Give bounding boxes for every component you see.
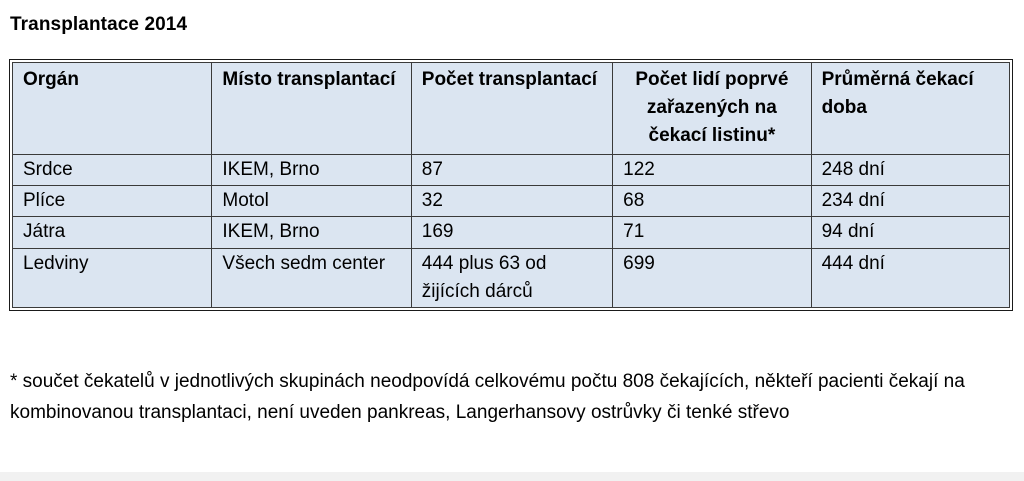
table-row <box>13 155 1010 186</box>
cell-transplant-count: 444 plus 63 od žijících dárců <box>411 248 612 307</box>
cell-average-wait: 248 dní <box>811 155 1009 186</box>
cell-organ: Ledviny <box>13 248 212 307</box>
table-row <box>13 248 1010 307</box>
document-title: Transplantace 2014 <box>10 14 188 35</box>
header-average-wait: Průměrná čekací doba <box>811 63 1009 155</box>
table-row <box>13 186 1010 217</box>
header-location: Místo transplantací <box>212 63 411 155</box>
footnote: * součet čekatelů v jednotlivých skupinách neodpovídá celkovému počtu 808 čekajících, někteří pacienti čekají na kombinovanou transplantaci, není uveden pankreas, Langerhansovy ostrůvky či tenké střevo <box>10 371 965 423</box>
cell-transplant-count: 32 <box>411 186 612 217</box>
cell-organ: Srdce <box>13 155 212 186</box>
cell-waitlist-count: 122 <box>613 155 811 186</box>
header-waitlist-count: Počet lidí poprvé zařazených na čekací listinu* <box>613 63 811 155</box>
cell-waitlist-count: 699 <box>613 248 811 307</box>
cell-location: Motol <box>212 186 411 217</box>
cell-transplant-count: 169 <box>411 217 612 248</box>
table-header-row <box>13 63 1010 155</box>
cell-organ: Plíce <box>13 186 212 217</box>
header-transplant-count: Počet transplantací <box>411 63 612 155</box>
transplant-table <box>12 62 1010 308</box>
header-organ: Orgán <box>13 63 212 155</box>
cell-transplant-count: 87 <box>411 155 612 186</box>
transplant-table-frame <box>9 59 1013 311</box>
cell-organ: Játra <box>13 217 212 248</box>
cell-waitlist-count: 71 <box>613 217 811 248</box>
cell-waitlist-count: 68 <box>613 186 811 217</box>
cell-average-wait: 234 dní <box>811 186 1009 217</box>
cell-average-wait: 444 dní <box>811 248 1009 307</box>
cell-location: IKEM, Brno <box>212 155 411 186</box>
cell-location: IKEM, Brno <box>212 217 411 248</box>
cell-location: Všech sedm center <box>212 248 411 307</box>
cell-average-wait: 94 dní <box>811 217 1009 248</box>
table-row <box>13 217 1010 248</box>
bottom-strip <box>0 472 1024 481</box>
